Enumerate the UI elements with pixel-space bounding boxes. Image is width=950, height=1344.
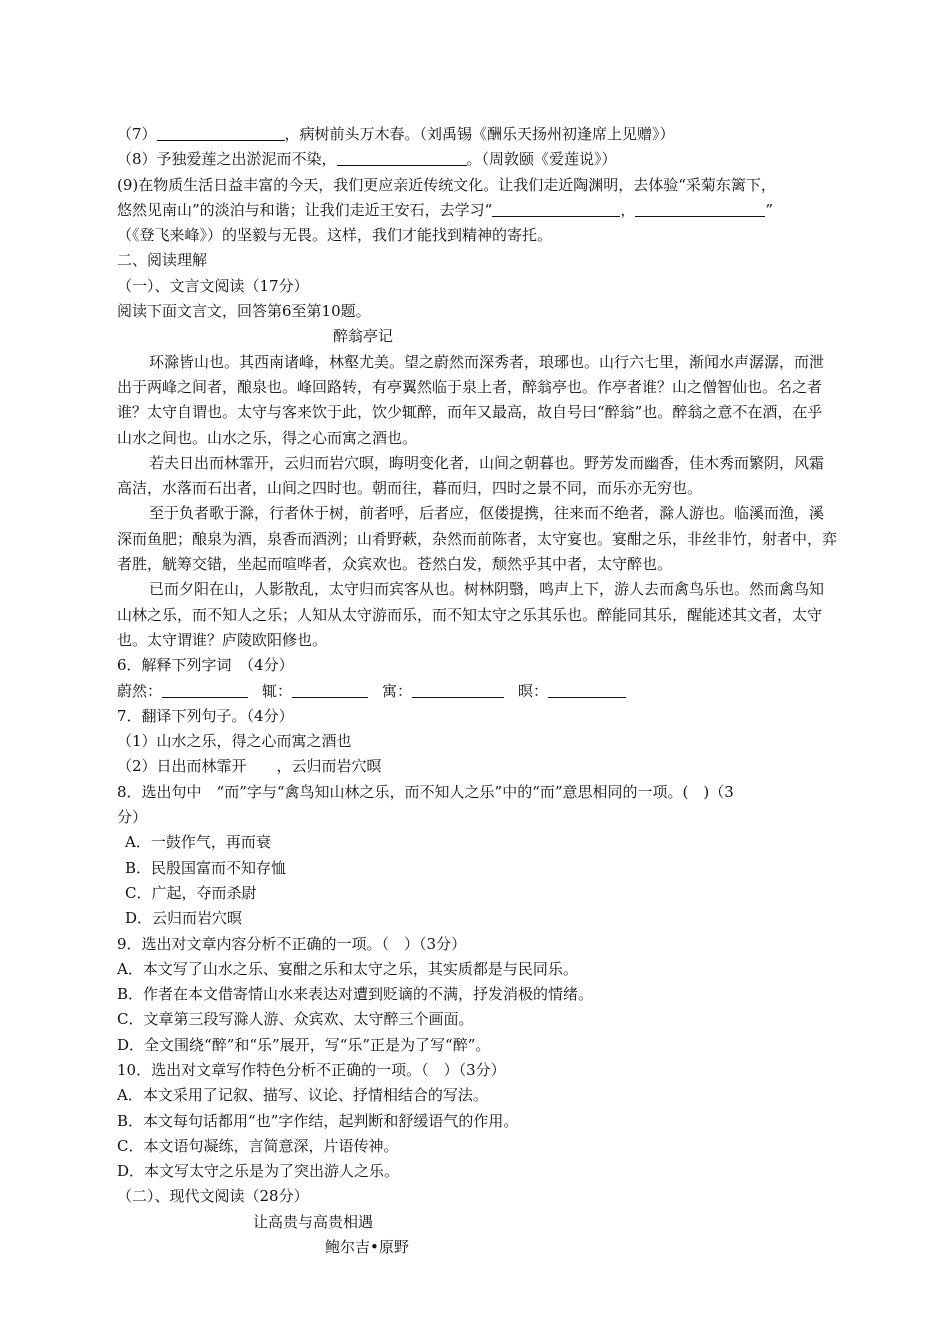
question-6-words: 蔚然： 辄： 寓： 暝： [117,679,837,704]
question-10-title: 10．选出对文章写作特色分析不正确的一项。（ ）（3分） [117,1060,506,1079]
option-item[interactable]: A．本文写了山水之乐、宴酣之乐和太守之乐，其实质都是与民同乐。 [117,959,578,978]
subsection-heading: （二）、现代文阅读（28分） [117,1187,309,1206]
answer-blank[interactable] [157,124,285,141]
essay-paragraph: 已而夕阳在山，人影散乱，太守归而宾客从也。树林阴翳，鸣声上下，游人去而禽鸟乐也。然而禽鸟知山林之乐，而不知人之乐；人知从太守游而乐，而不知太守之乐其乐也。醉能同其乐，醒能述其文者，太守也。太守谓谁？庐陵欧阳修也。 [117,580,825,649]
option-item[interactable]: A．本文采用了记叙、描写、议论、抒情相结合的写法。 [117,1086,488,1105]
document-page [117,122,837,1260]
question-8-fill: （8）予独爱莲之出淤泥而不染， 。（周敦颐《爱莲说》） [117,150,617,169]
question-7-fill: （7） ，病树前头万木春。（刘禹锡《酬乐天扬州初逢席上见赠》） [117,125,675,143]
answer-blank[interactable] [635,200,765,217]
option-item[interactable]: C．广起，夺而杀尉 [125,883,257,902]
modern-essay-title: 让高贵与高贵相遇 [253,1212,374,1231]
option-item[interactable]: B．作者在本文借寄情山水来表达对遭到贬谪的不满，抒发消极的情绪。 [117,985,594,1004]
essay-title: 醉翁亭记 [333,327,394,346]
option-item[interactable]: B．本文每句话都用“也”字作结，起判断和舒缓语气的作用。 [117,1111,519,1130]
option-item[interactable]: C．本文语句凝练，言简意深，片语传神。 [117,1136,399,1155]
question-8-title-cont: 分） [117,808,148,827]
option-item[interactable]: D．本文写太守之乐是为了突出游人之乐。 [117,1162,400,1181]
essay-paragraph: 若夫日出而林霏开，云归而岩穴暝，晦明变化者，山间之朝暮也。野芳发而幽香，佳木秀而繁阴，风霜高洁，水落而石出者，山间之四时也。朝而往，暮而归，四时之景不同，而乐亦无穷也。 [117,453,825,498]
answer-blank[interactable] [292,681,368,698]
question-9-title: 9．选出对文章内容分析不正确的一项。（ ）（3分） [117,934,467,953]
translate-sentence: （1）山水之乐，得之心而寓之酒也 [117,732,352,751]
option-item[interactable]: C．文章第三段写滁人游、众宾欢、太守醉三个画面。 [117,1010,474,1029]
essay-paragraph: 至于负者歌于滁，行者休于树，前者呼，后者应，伛偻提携，往来而不绝者，滁人游也。临溪而渔，溪深而鱼肥；酿泉为酒，泉香而酒洌；山肴野蔌，杂然而前陈者，太守宴也。宴酣之乐，非丝非竹，射者中，弈者胜，觥筹交错，坐起而喧哗者，众宾欢也。苍然白发，颓然乎其中者，太守醉也。 [117,504,838,574]
reading-instruction: 阅读下面文言文，回答第6至第10题。 [117,302,371,321]
answer-blank[interactable] [337,149,467,166]
answer-blank[interactable] [412,681,504,698]
question-6-title: 6．解释下列字词 （4分） [117,656,294,675]
translate-sentence: （2）日出而林霏开 ，云归而岩穴暝 [117,757,382,776]
section-heading: 二、阅读理解 [117,251,208,270]
answer-blank[interactable] [492,200,620,217]
question-9-fill: (9)在物质生活日益丰富的今天，我们更应亲近传统文化。让我们走近陶渊明，去体验“采菊东篱下， 悠然见南山”的淡泊与和谐；让我们走近王安石，去学习“ ， ” （《登飞来峰》）的坚毅与无畏。这样，我们才能找到精神的寄托。 [117,175,776,245]
option-item[interactable]: B．民殷国富而不知存恤 [125,858,287,877]
option-item[interactable]: A．一鼓作气，再而衰 [125,833,271,852]
answer-blank[interactable] [548,681,626,698]
answer-blank[interactable] [162,681,248,698]
subsection-heading: （一）、文言文阅读（17分） [117,276,309,295]
question-7-title: 7．翻译下列句子。（4分） [117,706,294,725]
essay-paragraph: 环滁皆山也。其西南诸峰，林壑尤美。望之蔚然而深秀者，琅琊也。山行六七里，渐闻水声潺潺，而泄出于两峰之间者，酿泉也。峰回路转，有亭翼然临于泉上者，醉翁亭也。作亭者谁？山之僧智仙也。名之者谁？太守自谓也。太守与客来饮于此，饮少辄醉，而年又最高，故自号曰“醉翁”也。醉翁之意不在酒，在乎山水之间也。山水之乐，得之心而寓之酒也。 [117,352,825,447]
question-8-title: 8．选出句中 “而”字与“禽鸟知山林之乐，而不知人之乐”中的“而”意思相同的一项。( )（3 [117,782,734,801]
option-item[interactable]: D．全文围绕“醉”和“乐”展开，写“乐”正是为了写“醉”。 [117,1035,491,1054]
modern-essay-author: 鲍尔吉•原野 [325,1238,409,1257]
option-item[interactable]: D．云归而岩穴暝 [125,909,243,928]
